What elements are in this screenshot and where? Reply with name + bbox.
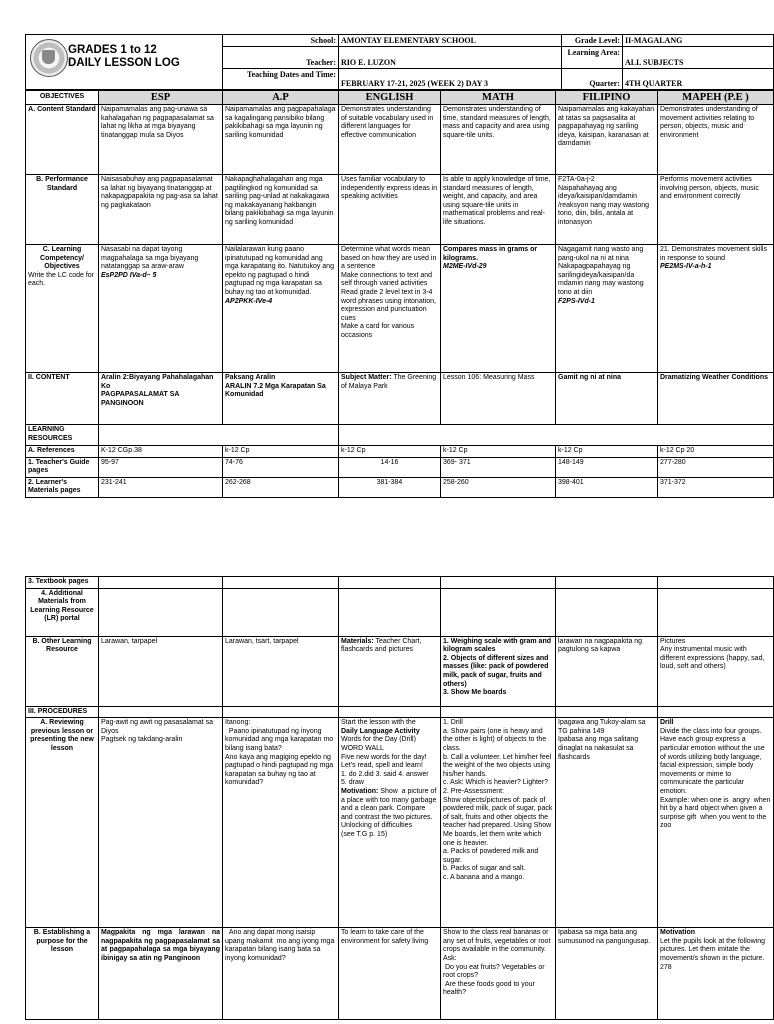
cell-mapeh: 371-372 — [658, 477, 774, 497]
cell-math — [441, 577, 556, 589]
cell-esp: Larawan, tarpapel — [99, 636, 223, 706]
cell-text: 21. Demonstrates movement skills in response to sound — [660, 246, 769, 262]
cell-text — [660, 719, 771, 831]
cell-text: The Greening of Malaya Park — [341, 374, 437, 390]
dates-value: FEBRUARY 17-21, 2025 (WEEK 2) DAY 3 — [339, 69, 562, 90]
cell-bold: Paksang Aralin ARALIN 7.2 Mga Karapatan Sa Komunidad — [225, 374, 326, 399]
cell-mapeh — [658, 636, 774, 706]
cell-esp: 95-97 — [99, 457, 223, 477]
cell-english: 14-16 — [339, 457, 441, 477]
bold-part: Drill — [660, 719, 674, 727]
cell-math: 369- 371 — [441, 457, 556, 477]
textbook-row — [26, 577, 774, 589]
cell-english: To learn to take care of the environment for safety living — [339, 928, 441, 1020]
grade-level-value: II-MAGALANG — [623, 35, 774, 47]
cell-bold: Subject Matter: — [341, 374, 392, 381]
content-row — [26, 373, 774, 425]
cell-math — [441, 588, 556, 636]
cell-math: k-12 Cp — [441, 446, 556, 458]
row-label: A. Content Standard — [26, 105, 99, 175]
content-standard-row — [26, 105, 774, 175]
cell-ap: Nakapaghahalagahan ang mga pagtilingkod ng komunidad sa sariling pag-unlad at nakakagawa ng makakayanang hakbangin bilang pakikibahagi sa mga layunin ng sariling komunidad — [223, 175, 339, 245]
cell-filipino: larawan na nagpapakita ng pagtulong sa kapwa — [556, 636, 658, 706]
cell-text: Itanong: Paano ipinatutupad ng inyong komunidad ang mga karapatan mo bilang isang bata? Ano kaya ang magiging epekto ng pagtupad o hindi pagtupad ng mga karapatan sa buhay ng tao at komunidad? — [225, 719, 334, 787]
cell-text: Nagagamit nang wasto ang pang-ukol na ni at nina Nakapagpapahayag ng sarilingideya/kaisipan/da mdamin nang may wastong tono at diin — [558, 246, 644, 296]
spacer — [658, 425, 774, 446]
row-label: B. Other Learning Resource — [26, 636, 99, 706]
school-label: School: — [223, 35, 339, 47]
cell-esp: K-12 CGp.38 — [99, 446, 223, 458]
row-label: III. PROCEDURES — [26, 706, 99, 718]
cell-text: Ano ang dapat mong isaisip upang makamit mo ang iyong mga karapatan bilang isang bata sa inyong komunidad? — [225, 929, 337, 962]
cell-filipino: F2TA-0a-j-2 Naipahahayag ang ideya/kaisipan/damdamin /reaksyon nang may wastong tono, diin, bilis, antala at intonasyon — [556, 175, 658, 245]
teachers-guide-row — [26, 457, 774, 477]
procedures-table — [25, 576, 774, 1020]
bold-part: Motivation — [660, 929, 695, 937]
cell-math: 258-260 — [441, 477, 556, 497]
cell-filipino: k-12 Cp — [556, 446, 658, 458]
cell-bold: Dramatizing Weather Conditions — [660, 374, 768, 381]
cell-mapeh: k-12 Cp 20 — [658, 446, 774, 458]
row-label: 2. Learner's Materials pages — [26, 477, 99, 497]
bold-part: Motivation: — [341, 787, 379, 795]
cell-english: Demonstrates understanding of suitable vocabulary used in different languages for effective communication — [339, 105, 441, 175]
cell-english — [339, 636, 441, 706]
cell-ap: Larawan, tsart, tarpapel — [223, 636, 339, 706]
text-part: Divide the class into four groups. Have each group express a particular emotion without the use of words utilizing body language, facial expression, simple body movements or mime to communicate the particular emotion. Example: when one is angry when hit by a hard object when given a surprise gift when you went to the zoo — [660, 727, 771, 830]
learning-area-value: ALL SUBJECTS — [623, 47, 774, 69]
teacher-label: Teacher: — [223, 47, 339, 69]
document-title — [68, 44, 180, 69]
cell-english — [339, 373, 441, 425]
learners-materials-row — [26, 477, 774, 497]
cell-english — [339, 577, 441, 589]
cell-mapeh: 277-280 — [658, 457, 774, 477]
cell-esp — [99, 706, 223, 718]
row-label: B. Performance Standard — [26, 175, 99, 245]
cell-mapeh — [658, 706, 774, 718]
cell-text: 1. Drill a. Show pairs (one is heavy and the other is light) of objects to the class. b. Call a volunteer. Let him/her feel the weight of the two objects using his/her hands. c. Ask: Which is heavier? Lighter? 2. Pre-Assessment: Show objects/pictures of: pack of powdered milk, pack of sugar, pack of salt, fruits and other objects the teacher had prepared. Using Show Me boards, let them write which one is heavier. a. Packs of powdered milk and sugar. b. Packs of sugar and salt. c. A banana and a mango. — [443, 719, 553, 881]
school-value: AMONTAY ELEMENTARY SCHOOL — [339, 35, 562, 47]
cell-english: k-12 Cp — [339, 446, 441, 458]
competency-row — [26, 245, 774, 373]
cell-math — [441, 928, 556, 1020]
deped-seal-logo — [30, 39, 68, 77]
cell-ap: Naipamamalas ang pagpapahalaga sa kagalingang pansibiko bilang pakikibahagi sa mga layunin ng sariling komunidad — [223, 105, 339, 175]
subject-ap: A.P — [223, 91, 339, 105]
cell-math — [441, 245, 556, 373]
spacer — [99, 425, 223, 446]
cell-filipino — [556, 706, 658, 718]
subject-english: ENGLISH — [339, 91, 441, 105]
text-part: Start the lesson with the — [341, 719, 416, 727]
cell-ap: k-12 Cp — [223, 446, 339, 458]
cell-esp: 231-241 — [99, 477, 223, 497]
bold-part: Daily Language Activity — [341, 727, 420, 735]
cell-ap — [223, 718, 339, 928]
title-line-1: GRADES 1 to 12 — [68, 44, 157, 56]
cell-text — [660, 929, 771, 972]
cell-text — [341, 719, 438, 839]
subject-filipino: FILIPINO — [556, 91, 658, 105]
cell-bold: Aralin 2:Biyayang Pahahalagahan Ko PAGPAPASALAMAT SA PANGINOON — [101, 374, 214, 407]
cell-english — [339, 718, 441, 928]
purpose-row — [26, 928, 774, 1020]
cell-ap — [223, 706, 339, 718]
cell-mapeh: Performs movement activities involving person, objects, music and environment correctly — [658, 175, 774, 245]
grade-level-label: Grade Level: — [562, 35, 623, 47]
cell-filipino — [556, 373, 658, 425]
cell-text: Ipagawa ang Tukoy-alam sa TG pahina 149 Ipabasa ang mga salitang dinaglat na nakasulat sa flashcards — [558, 719, 646, 761]
cell-esp: Naisasabuhay ang pagpapasalamat sa lahat ng biyayang tinatanggap at nakapagpapakita ng pag-asa sa lahat ng pagkakataon — [99, 175, 223, 245]
cell-mapeh — [658, 373, 774, 425]
quarter-value: 4TH QUARTER — [623, 69, 774, 90]
row-label: A. Reviewing previous lesson or presenting the new lesson — [26, 718, 99, 928]
cell-ap: 262-268 — [223, 477, 339, 497]
cell-bold: Magpakita ng mga larawan na nagpapakita ng pagpapasalamat sa at pagpapahalaga sa mga biyayang ibinigay sa atin ng Panginoon — [101, 929, 220, 962]
cell-text: Teacher Chart, flashcards and pictures — [341, 637, 422, 654]
cell-ap: 74-76 — [223, 457, 339, 477]
additional-materials-row — [26, 588, 774, 636]
cell-english — [339, 706, 441, 718]
cell-math — [441, 706, 556, 718]
subject-math: MATH — [441, 91, 556, 105]
review-row — [26, 718, 774, 928]
cell-mapeh — [658, 928, 774, 1020]
cell-bold: Gamit ng ni at nina — [558, 374, 622, 381]
cell-filipino — [556, 577, 658, 589]
cell-text: Pictures Any instrumental music with different expressions (happy, sad, loud, soft and others) — [660, 637, 765, 671]
row-label: B. Establishing a purpose for the lesson — [26, 928, 99, 1020]
competency-label: C. Learning Competency/ Objectives — [40, 246, 84, 271]
lesson-log-page-1 — [25, 34, 773, 498]
lesson-log-page-2 — [25, 576, 773, 1020]
row-label: 4. Additional Materials from Learning Resource (LR) portal — [26, 588, 99, 636]
header-table — [25, 34, 774, 90]
teacher-value: RIO E. LUZON — [339, 47, 562, 69]
procedures-heading-row — [26, 706, 774, 718]
cell-filipino — [556, 245, 658, 373]
lc-code: M2ME-IVd-29 — [443, 263, 487, 271]
cell-mapeh — [658, 245, 774, 373]
cell-math — [441, 636, 556, 706]
cell-mapeh — [658, 577, 774, 589]
spacer — [556, 425, 658, 446]
cell-esp — [99, 718, 223, 928]
cell-filipino: 148-149 — [556, 457, 658, 477]
cell-esp: Naipamamalas ang pag-unawa sa kahalagahan ng pagpapasalamat sa lahat ng likha at mga biyayang tinatanggap mula sa Diyos — [99, 105, 223, 175]
spacer — [441, 425, 556, 446]
text-part: Words for the Day (Drill) WORD WALL Five new words for the day! Let's read, spell and learn! 1. do 2.did 3. said 4. answer 5. draw — [341, 736, 429, 787]
cell-bold: Compares mass in grams or kilograms. — [443, 246, 538, 262]
text-part: Let the pupils look at the following pictures. Let them imitate the movement/s shown in the picture. 278 — [660, 937, 766, 971]
cell-esp — [99, 245, 223, 373]
cell-english: Uses familiar vocabulary to independently express ideas in speaking activities — [339, 175, 441, 245]
cell-text: Nailalarawan kung paano ipinatutupad ng komunidad ang mga karapatang ito. Natutukoy ang epekto ng pagtupad o hindi pagtupad ng mga karapatan sa buhay ng tao at komunidad. — [225, 246, 336, 296]
spacer — [339, 425, 441, 446]
cell-filipino: 398-401 — [556, 477, 658, 497]
cell-mapeh — [658, 718, 774, 928]
cell-math: Is able to apply knowledge of time, standard measures of length, weight, and capacity, and area using square-tile units in mathematical problems and real-life situations. — [441, 175, 556, 245]
quarter-label: Quarter: — [562, 69, 623, 90]
cell-english: 381-384 — [339, 477, 441, 497]
cell-english — [339, 588, 441, 636]
lc-code: AP2PKK-IVe-4 — [225, 297, 273, 305]
cell-english — [339, 245, 441, 373]
text-part: Show a picture of a place with too many garbage and a clean park. Compare and contrast the two pictures. Unlocking of difficulties (see T.G p. 15) — [341, 787, 437, 838]
lc-code: F2PS-IVd-1 — [558, 297, 595, 305]
cell-math: Demonstrates understanding of time, standard measures of length, mass and capacity and area using square-tile units. — [441, 105, 556, 175]
cell-text: Pag-awit ng awit ng pasasalamat sa Diyos Pagtsek ng takdang-aralin — [101, 719, 214, 744]
cell-ap — [223, 928, 339, 1020]
competency-note: Write the LC code for each. — [28, 271, 95, 288]
cell-ap — [223, 577, 339, 589]
row-label: LEARNING RESOURCES — [26, 425, 99, 446]
cell-mapeh: Demonstrates understanding of movement activities relating to person, objects, music and environment — [658, 105, 774, 175]
cell-text: Determine what words mean based on how they are used in a sentence Make connections to text and self through varied activities Read grade 2 level text in 3-4 word phrases using intonation, expression and punctuation cues Make a card for various occasions — [341, 246, 437, 339]
cell-esp — [99, 928, 223, 1020]
subject-mapeh: MAPEH (P.E ) — [658, 91, 774, 105]
cell-bold: Materials: — [341, 637, 374, 645]
lc-code: PE2MS-IV-a-h-1 — [660, 263, 712, 271]
other-resources-row — [26, 636, 774, 706]
cell-math: Lesson 106: Measuring Mass — [441, 373, 556, 425]
lc-code: EsP2PD IVa-d– 5 — [101, 271, 157, 279]
title-line-2: DAILY LESSON LOG — [68, 56, 180, 69]
learning-area-label: Learning Area: — [562, 47, 623, 69]
objectives-heading: OBJECTIVES — [26, 91, 99, 105]
cell-text: Nasasabi na dapat tayong magpahalaga sa mga biyayang natatanggap sa araw-araw — [101, 246, 201, 271]
cell-ap — [223, 245, 339, 373]
cell-ap — [223, 373, 339, 425]
performance-standard-row — [26, 175, 774, 245]
spacer — [223, 425, 339, 446]
cell-filipino: Ipabasa sa mga bata ang sumusunod na pangungusap. — [556, 928, 658, 1020]
subject-esp: ESP — [99, 91, 223, 105]
cell-math — [441, 718, 556, 928]
row-label: A. References — [26, 446, 99, 458]
header-logo-cell — [26, 35, 223, 90]
cell-bold: 1. Weighing scale with gram and kilogram scales 2. Objects of different sizes and masses (like: pack of powdered milk, pack of sugar, fruits and others) 3. Show Me boards — [443, 637, 552, 697]
cell-esp — [99, 577, 223, 589]
cell-text: Show to the class real bananas or any set of fruits, vegetables or root crops available in the community. Ask: Do you eat fruits? Vegetables or root crops? Are these foods good to your health? — [443, 929, 551, 997]
cell-ap — [223, 588, 339, 636]
row-label — [26, 245, 99, 373]
cell-filipino: Naipamamalas ang kakayahan at tatas sa pagsasalita at pagpapahayag ng sariling ideya, kaisipan, karanasan at damdamin — [556, 105, 658, 175]
learning-resources-row — [26, 425, 774, 446]
dates-label: Teaching Dates and Time: — [223, 69, 339, 90]
references-row — [26, 446, 774, 458]
row-label: II. CONTENT — [26, 373, 99, 425]
cell-filipino — [556, 588, 658, 636]
row-label: 3. Textbook pages — [26, 577, 99, 589]
objectives-table — [25, 90, 774, 498]
cell-esp — [99, 373, 223, 425]
cell-filipino — [556, 718, 658, 928]
cell-esp — [99, 588, 223, 636]
cell-mapeh — [658, 588, 774, 636]
row-label: 1. Teacher's Guide pages — [26, 457, 99, 477]
